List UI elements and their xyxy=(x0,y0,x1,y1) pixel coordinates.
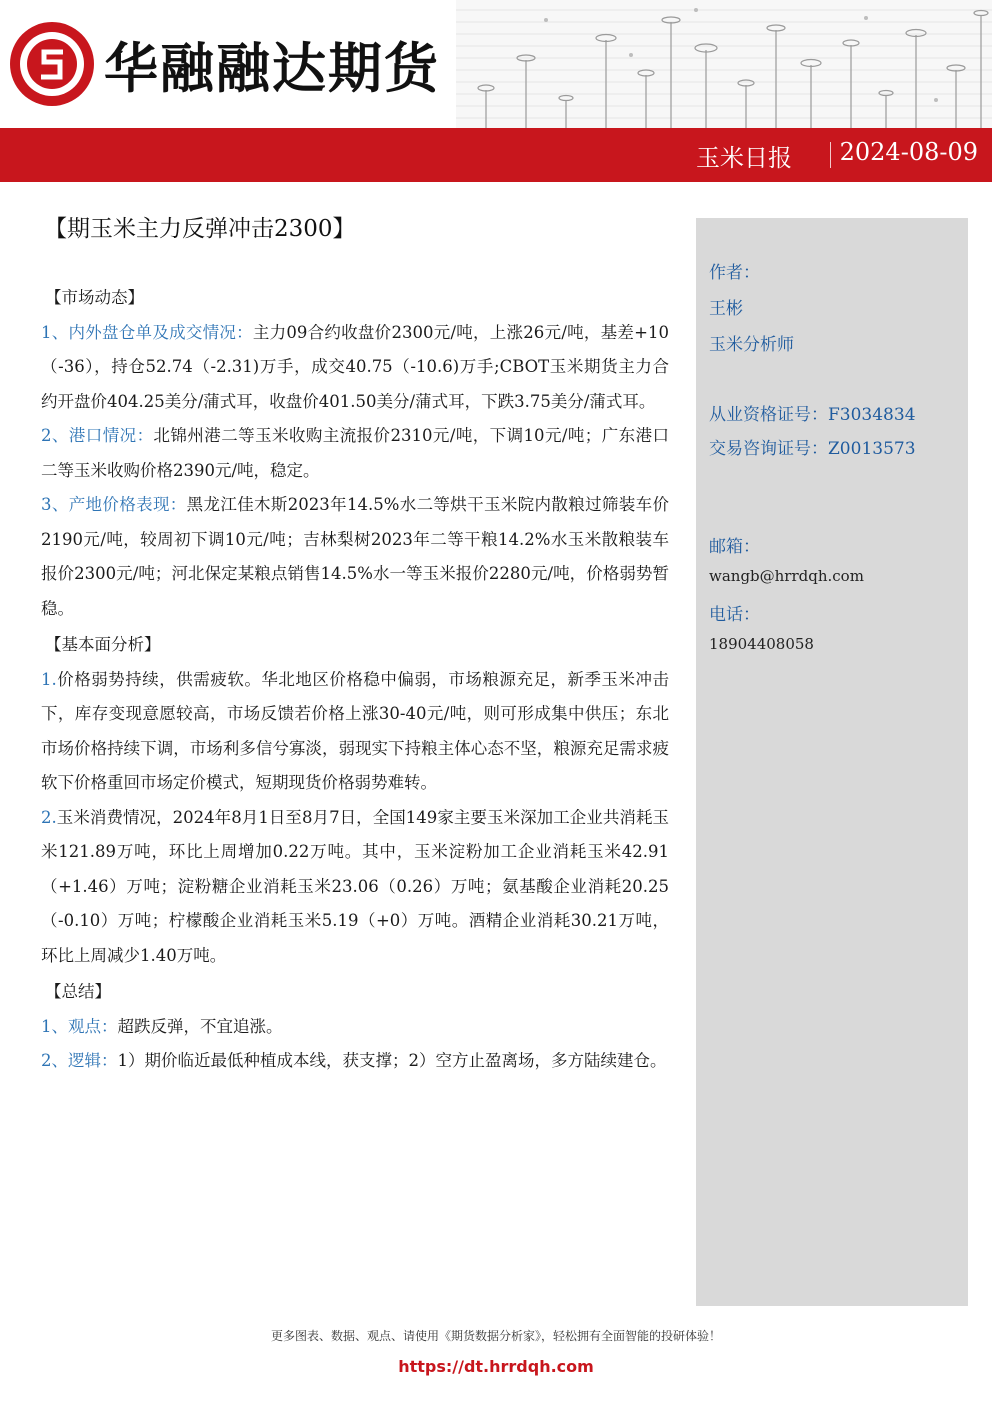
market-item-1 xyxy=(41,316,669,420)
phone-number: 18904408058 xyxy=(709,635,814,653)
market-item-3 xyxy=(41,488,669,626)
summary-item-1-label: 1、观点： xyxy=(41,1016,118,1036)
market-item-2 xyxy=(41,419,669,488)
summary-item-2-label: 2、逻辑： xyxy=(41,1051,118,1070)
summary-item-2-text: 1）期价临近最低种植成本线，获支撑；2）空方止盈离场，多方陆续建仓。 xyxy=(117,1051,667,1070)
market-item-2-text: 北锦州港二等玉米收购主流报价2310元/吨，下调10元/吨；广东港口二等玉米收购价格2390元/吨，稳定。 xyxy=(41,426,670,480)
market-item-2-label: 2、港口情况： xyxy=(41,426,154,445)
author-title: 玉米分析师 xyxy=(709,335,794,355)
license-number: 从业资格证号：F3034834 xyxy=(709,405,916,425)
company-logo xyxy=(10,22,440,106)
fundamental-item-2-label: 2. xyxy=(41,807,57,827)
email-label: 邮箱： xyxy=(709,537,760,557)
report-headline: 【期玉米主力反弹冲击2300】 xyxy=(44,216,356,242)
company-name: 华融融达期货 xyxy=(104,36,440,100)
author-sidebar xyxy=(696,218,968,1306)
market-item-1-text: 主力09合约收盘价2300元/吨，上涨26元/吨，基差+10（-36），持仓52.74（-2.31)万手，成交40.75（-10.6)万手;CBOT玉米期货主力合约开盘价404.25美分/蒲式耳，收盘价401.50美分/蒲式耳，下跌3.75美分/蒲式耳。 xyxy=(41,322,670,411)
report-date: 2024-08-09 xyxy=(839,138,978,166)
footer-link[interactable]: https://dt.hrrdqh.com xyxy=(398,1357,594,1376)
section-title-fundamental: 【基本面分析】 xyxy=(45,635,161,654)
fundamental-item-2-text: 玉米消费情况，2024年8月1日至8月7日，全国149家主要玉米深加工企业共消耗玉米121.89万吨，环比上周增加0.22万吨。其中，玉米淀粉加工企业消耗玉米42.91（+1.46）万吨；淀粉糖企业消耗玉米23.06（0.26）万吨；氨基酸企业消耗20.25（-0.10）万吨；柠檬酸企业消耗玉米5.19（+0）万吨。酒精企业消耗30.21万吨，环比上周减少1.40万吨。 xyxy=(41,807,669,965)
summary-item-1 xyxy=(41,1010,669,1045)
market-item-3-text: 黑龙江佳木斯2023年14.5%水二等烘干玉米院内散粮过筛装车价2190元/吨，较周初下调10元/吨；吉林梨树2023年二等干粮14.2%水玉米散粮装车报价2300元/吨；河北保定某粮点销售14.5%水一等玉米报价2280元/吨，价格弱势暂稳。 xyxy=(41,495,669,618)
report-body xyxy=(41,281,669,1079)
market-item-1-label: 1、内外盘仓单及成交情况： xyxy=(41,322,253,342)
header-decoration-graphic xyxy=(456,0,992,128)
footer-promo-text: 更多图表、数据、观点、请使用《期货数据分析家》，轻松拥有全面智能的投研体验！ xyxy=(270,1329,721,1343)
report-type: 玉米日报 xyxy=(696,144,792,172)
author-label: 作者： xyxy=(709,263,760,283)
consult-number: 交易咨询证号：Z0013573 xyxy=(709,439,916,459)
phone-label: 电话： xyxy=(709,605,760,625)
author-name: 王彬 xyxy=(709,299,743,319)
fundamental-item-1-text: 价格弱势持续，供需疲软。华北地区价格稳中偏弱，市场粮源充足，新季玉米冲击下，库存变现意愿较高，市场反馈若价格上涨30-40元/吨，则可形成集中供压；东北市场价格持续下调，市场利多信兮寡淡，弱现实下持粮主体心态不坚，粮源充足需求疲软下价格重回市场定价模式，短期现货价格弱势难转。 xyxy=(41,669,669,792)
fundamental-item-1-label: 1. xyxy=(41,669,57,689)
market-item-3-label: 3、产地价格表现： xyxy=(41,495,187,514)
summary-item-1-text: 超跌反弹，不宜追涨。 xyxy=(117,1016,283,1036)
header-divider xyxy=(830,142,831,168)
logo-mark-icon xyxy=(10,22,94,106)
email-address[interactable]: wangb@hrrdqh.com xyxy=(709,567,864,585)
fundamental-item-2 xyxy=(41,801,669,974)
section-title-summary: 【总结】 xyxy=(45,982,111,1001)
section-title-market: 【市场动态】 xyxy=(45,288,144,307)
fundamental-item-1 xyxy=(41,663,669,801)
summary-item-2 xyxy=(41,1044,669,1079)
